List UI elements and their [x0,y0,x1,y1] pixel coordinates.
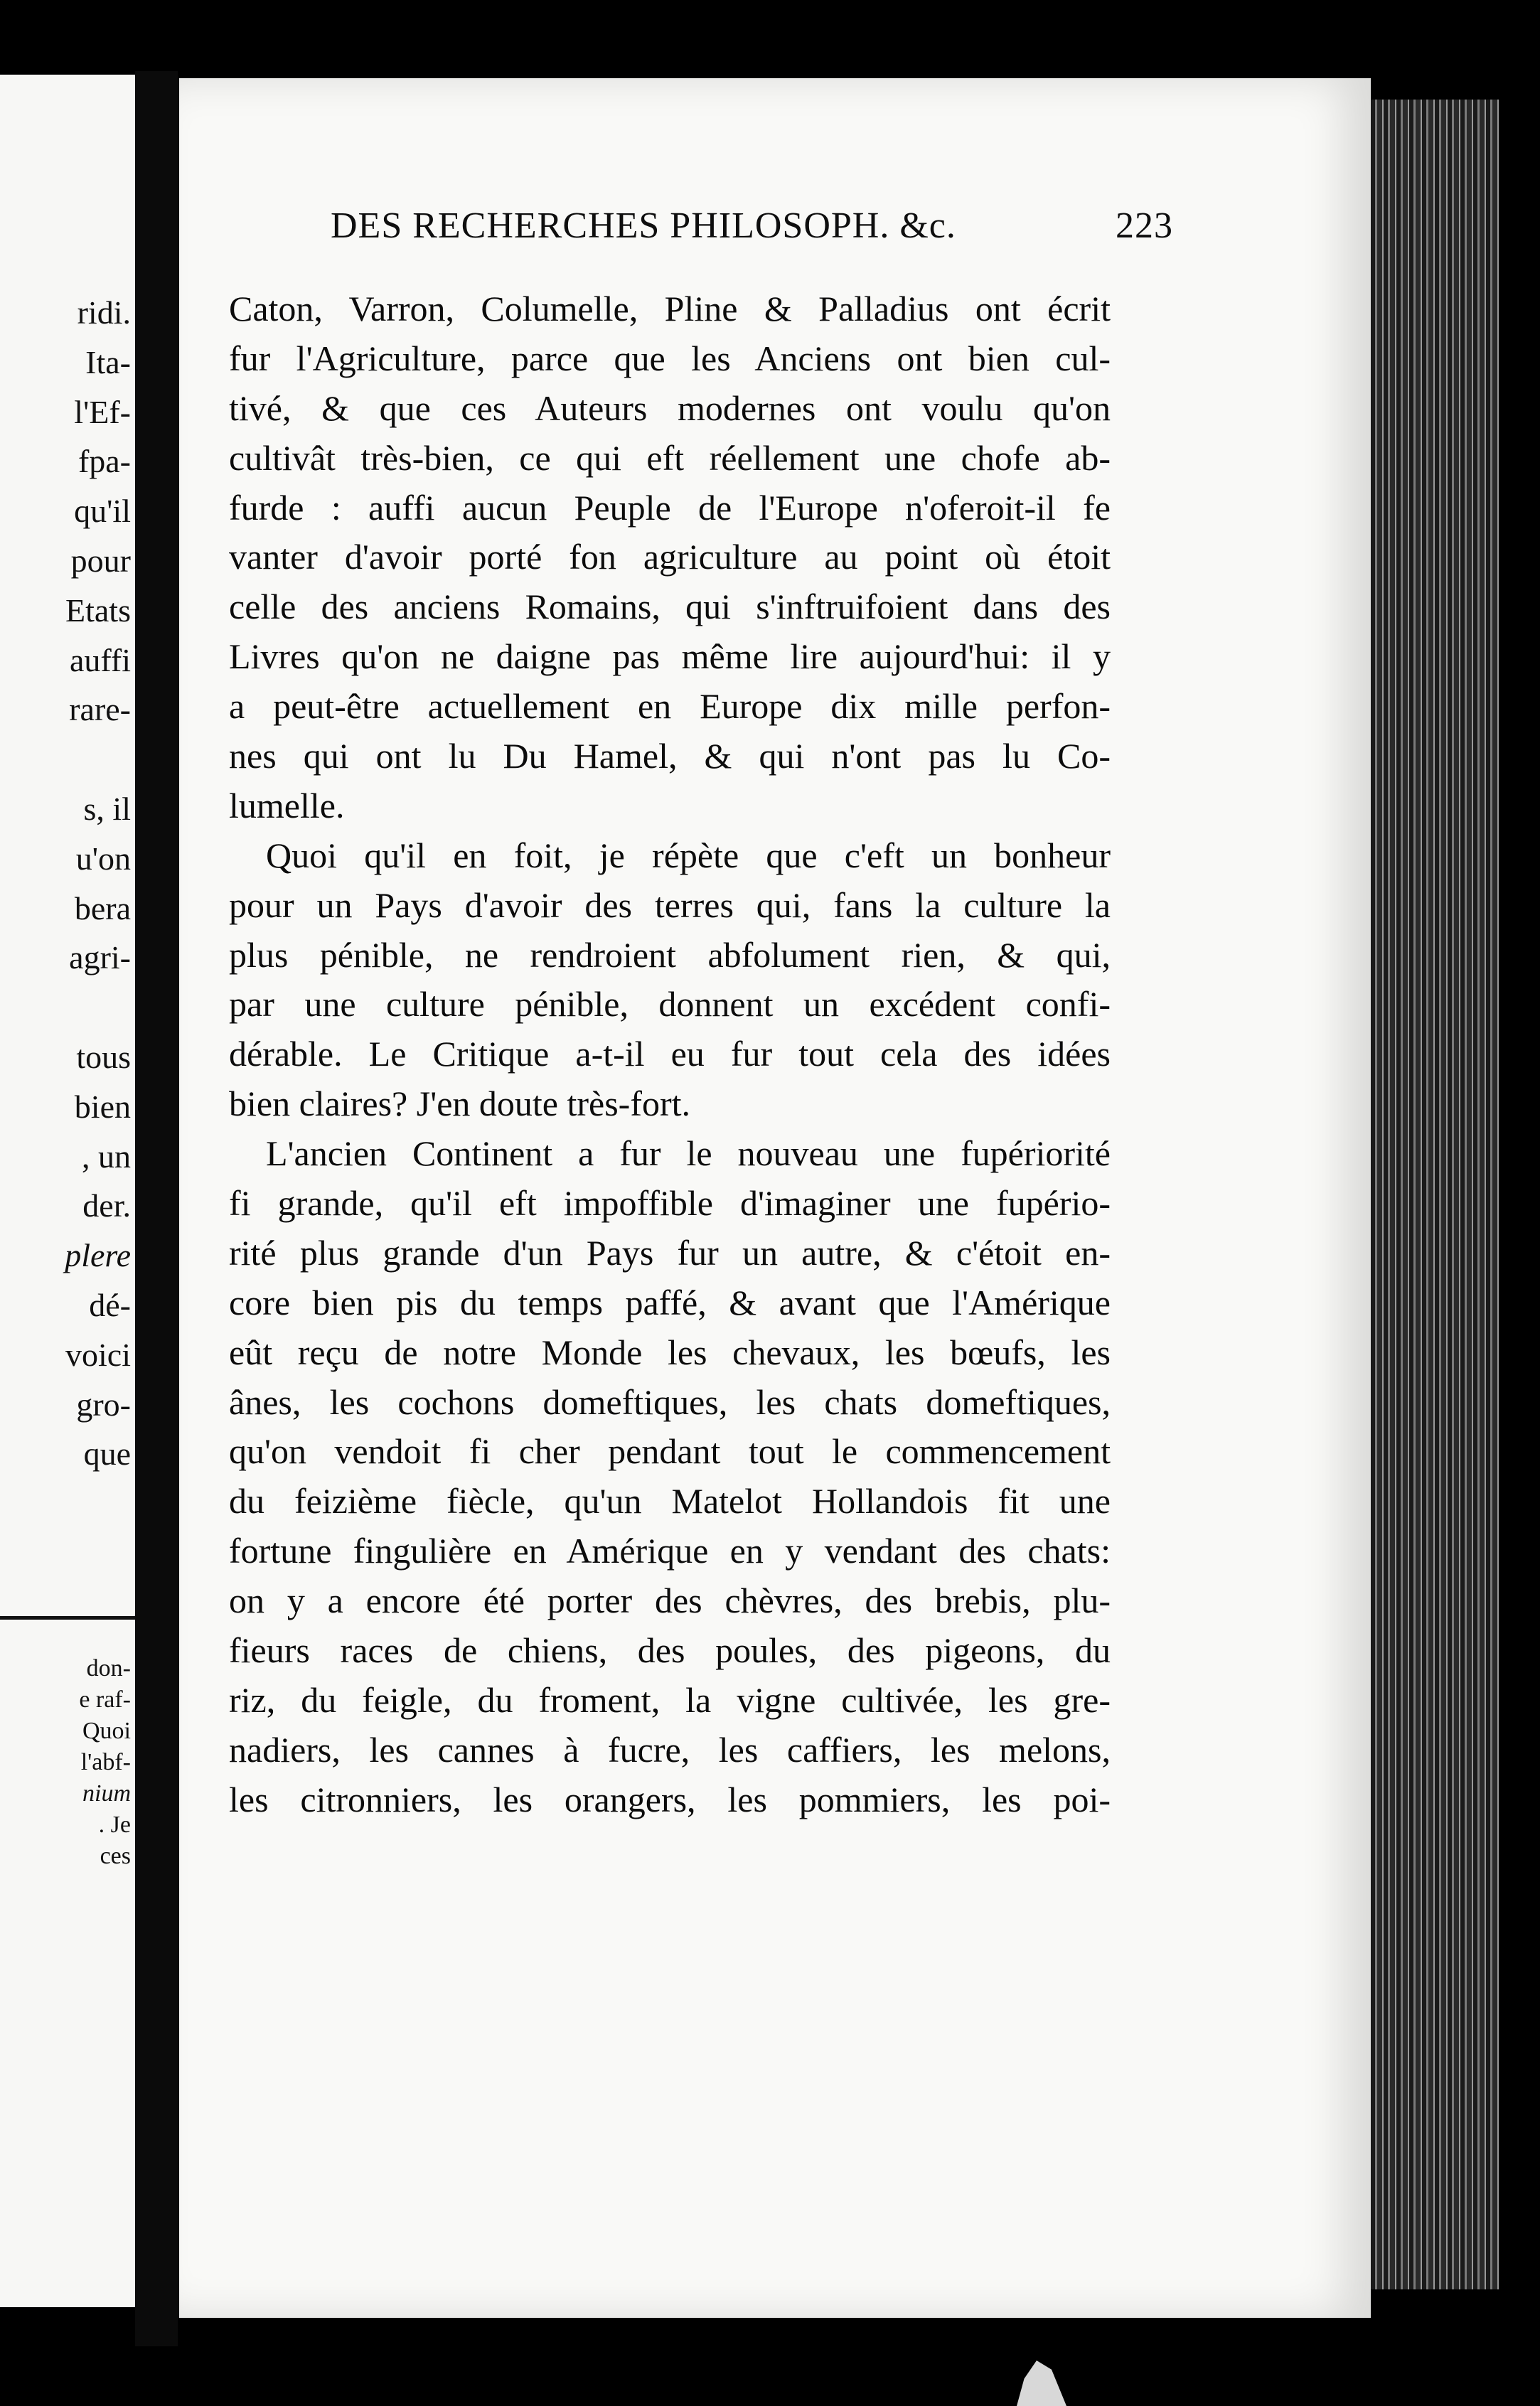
running-head-title: DES RECHERCHES PHILOSOPH. &c. [331,205,956,246]
text-line: par une culture pénible, donnent un excédent confi- [229,984,1111,1025]
fragment-line: fpa- [77,443,131,480]
fragment-line: Etats [65,592,131,629]
footnote-line: e raf- [79,1686,131,1713]
text-line: rité plus grande d'un Pays fur un autre, & c'étoit en- [229,1232,1111,1273]
fragment-line [65,734,131,784]
footnote-line: l'abf- [80,1749,131,1775]
footnote-line: nium [82,1780,131,1807]
text-line: nadiers, les cannes à fucre, les caffiers, les melons, [229,1729,1111,1770]
fragment-line: dé- [89,1286,131,1323]
fragment-line: l'Ef- [74,393,131,430]
fragment-line: , un [82,1138,131,1175]
text-line: qu'on vendoit fi cher pendant tout le commencement [229,1431,1111,1472]
text-line: eût reçu de notre Monde les chevaux, les bœufs, les [229,1332,1111,1372]
footnote-rule [0,1616,135,1620]
text-line: riz, du feigle, du froment, la vigne cultivée, les gre- [229,1679,1111,1720]
fragment-line: Ita- [85,343,131,380]
text-line: furde : auffi aucun Peuple de l'Europe n'oferoit-il fe [229,487,1111,528]
fragment-line: rare- [69,691,131,728]
fragment-line: auffi [69,641,131,678]
fragment-line: bien [74,1088,131,1125]
text-line: cultivât très-bien, ce qui eft réellement une chofe ab- [229,437,1111,478]
running-head [331,205,1173,262]
text-line: fur l'Agriculture, parce que les Anciens ont bien cul- [229,338,1111,378]
text-line: core bien pis du temps paffé, & avant que l'Amérique [229,1282,1111,1322]
fragment-line [65,983,131,1032]
fragment-line: pour [70,542,131,579]
text-line: ânes, les cochons domeftiques, les chats domeftiques, [229,1381,1111,1422]
text-line: fortune fingulière en Amérique en y vendant des chats: [229,1531,1111,1571]
fragment-line: u'on [75,840,131,877]
book-gutter [135,71,178,2346]
text-line: lumelle. [229,785,345,825]
text-line: vanter d'avoir porté fon agriculture au point où étoit [229,537,1111,577]
fragment-line: bera [74,889,131,926]
previous-page-text [65,288,131,1479]
text-line: fi grande, qu'il eft impoffible d'imaginer une fupério- [229,1183,1111,1224]
page-number: 223 [1116,205,1173,246]
text-line: dérable. Le Critique a-t-il eu fur tout cela des idées [229,1034,1111,1074]
text-line: L'ancien Continent a fur le nouveau une fupériorité [266,1133,1111,1174]
footnote-line: . Je [98,1812,131,1838]
text-line: Quoi qu'il en foit, je répète que c'eft un bonheur [266,835,1111,875]
text-line: fieurs races de chiens, des poules, des pigeons, du [229,1630,1111,1671]
text-line: les citronniers, les orangers, les pommiers, les poi- [229,1779,1111,1819]
previous-page-footnotes [79,1653,131,1872]
text-line: celle des anciens Romains, qui s'inftruifoient dans des [229,587,1111,627]
text-line: du feizième fiècle, qu'un Matelot Hollandois fit une [229,1481,1111,1522]
previous-page [0,75,135,2307]
page-body [229,284,1111,1825]
footnote-line: don- [86,1655,131,1681]
text-line: on y a encore été porter des chèvres, des brebis, plu- [229,1581,1111,1621]
text-line: Livres qu'on ne daigne pas même lire aujourd'hui: il y [229,636,1111,677]
fragment-line: tous [76,1038,131,1075]
fragment-line: agri- [69,939,131,976]
fragment-line: qu'il [74,493,131,530]
text-line: a peut-être actuellement en Europe dix mille perfon- [229,686,1111,727]
fragment-line: gro- [76,1386,131,1423]
text-line: pour un Pays d'avoir des terres qui, fans la culture la [229,884,1111,925]
footnote-line: Quoi [82,1718,131,1744]
page-edges [1371,100,1499,2289]
fragment-line: voici [65,1336,131,1373]
text-line: tivé, & que ces Auteurs modernes ont voulu qu'on [229,387,1111,428]
fragment-line: s, il [83,790,131,827]
scan-artifact [1017,2360,1066,2406]
text-line: Caton, Varron, Columelle, Pline & Palladius ont écrit [229,289,1111,328]
fragment-line: que [83,1435,131,1472]
text-line: nes qui ont lu Du Hamel, & qui n'ont pas lu Co- [229,736,1111,776]
fragment-line: ridi. [77,294,131,331]
fragment-line: plere [65,1237,131,1274]
text-line: plus pénible, ne rendroient abfolument rien, & qui, [229,934,1111,975]
fragment-line: der. [82,1187,131,1224]
text-line: bien claires? J'en doute très-fort. [229,1084,691,1124]
footnote-line: ces [100,1843,131,1869]
